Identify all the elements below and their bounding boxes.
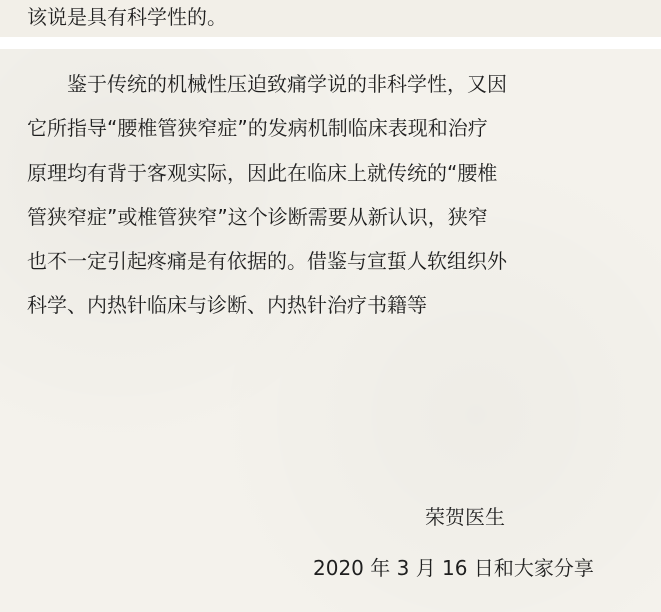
paragraph-line-4: 管狭窄症”或椎管狭窄”这个诊断需要从新认识，狭窄 [27, 204, 488, 229]
main-paragraph [27, 62, 661, 328]
paragraph-line-3: 原理均有背于客观实际，因此在临床上就传统的“腰椎 [27, 160, 498, 185]
previous-page-section [0, 0, 661, 37]
paragraph-line-1: 鉴于传统的机械性压迫致痛学说的非科学性，又因 [27, 72, 507, 96]
top-text-line: 该说是具有科学性的。 [27, 5, 227, 29]
paragraph-line-5: 也不一定引起疼痛是有依据的。借鉴与宣蜇人软组织外 [27, 249, 507, 274]
signature-date: 2020 年 3 月 16 日和大家分享 [313, 556, 594, 580]
signature-name: 荣贺医生 [425, 505, 505, 529]
paragraph-line-6: 科学、内热针临床与诊断、内热针治疗书籍等 [27, 293, 427, 318]
paragraph-line-2: 它所指导“腰椎管狭窄症”的发病机制临床表现和治疗 [27, 116, 488, 141]
section-divider [0, 37, 661, 49]
